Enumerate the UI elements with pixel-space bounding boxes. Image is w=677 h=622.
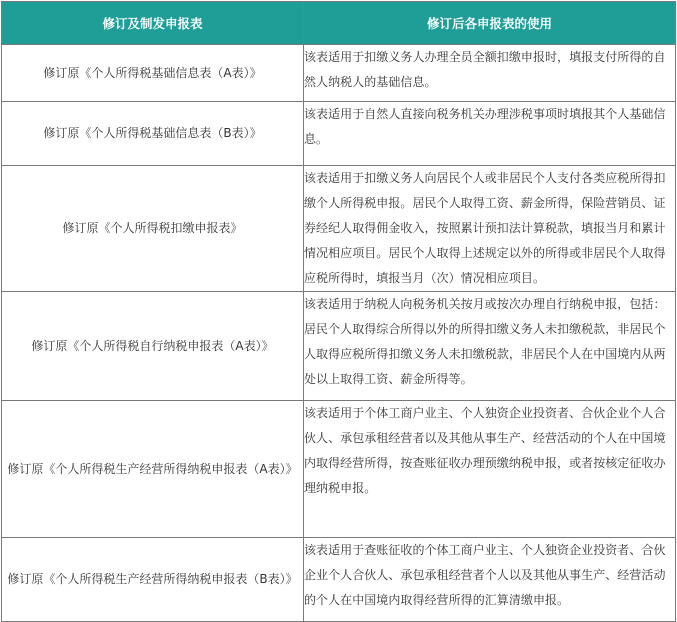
usage-cell: 该表适用于自然人直接向税务机关办理涉税事项时填报其个人基础信息。 <box>304 102 676 166</box>
table-header-row <box>2 2 676 45</box>
table-row <box>2 45 676 102</box>
table-row <box>2 538 676 622</box>
usage-cell: 该表适用于扣缴义务人办理全员全额扣缴申报时，填报支付所得的自然人纳税人的基础信息。 <box>304 45 676 102</box>
form-name-cell: 修订原《个人所得税基础信息表（A表）》 <box>2 45 304 102</box>
usage-cell: 该表适用于个体工商户业主、个人独资企业投资者、合伙企业个人合伙人、承包承租经营者以及其他从事生产、经营活动的个人在中国境内取得经营所得，按查账征收办理预缴纳税申报，或者按核定征收办理纳税申报。 <box>304 401 676 538</box>
table-row <box>2 401 676 538</box>
form-name-cell: 修订原《个人所得税生产经营所得纳税申报表（B表）》 <box>2 538 304 622</box>
form-name-cell: 修订原《个人所得税扣缴申报表》 <box>2 166 304 292</box>
usage-cell: 该表适用于扣缴义务人向居民个人或非居民个人支付各类应税所得扣缴个人所得税申报。居民个人取得工资、薪金所得，保险营销员、证券经纪人取得佣金收入，按照累计预扣法计算税款，填报当月和累计情况相应项目。居民个人取得上述规定以外的所得或非居民个人取得应税所得时，填报当月（次）情况相应项目。 <box>304 166 676 292</box>
table-row <box>2 292 676 401</box>
tax-forms-table <box>1 1 676 622</box>
table-row <box>2 166 676 292</box>
header-usage: 修订后各申报表的使用 <box>304 2 676 45</box>
usage-cell: 该表适用于纳税人向税务机关按月或按次办理自行纳税申报，包括：居民个人取得综合所得以外的所得扣缴义务人未扣缴税款，非居民个人取得应税所得扣缴义务人未扣缴税款，非居民个人在中国境内从两处以上取得工资、薪金所得等。 <box>304 292 676 401</box>
usage-cell: 该表适用于查账征收的个体工商户业主、个人独资企业投资者、合伙企业个人合伙人、承包承租经营者个人以及其他从事生产、经营活动的个人在中国境内取得经营所得的汇算清缴申报。 <box>304 538 676 622</box>
form-name-cell: 修订原《个人所得税基础信息表（B表）》 <box>2 102 304 166</box>
form-name-cell: 修订原《个人所得税生产经营所得纳税申报表（A表）》 <box>2 401 304 538</box>
table-row <box>2 102 676 166</box>
form-name-cell: 修订原《个人所得税自行纳税申报表（A表）》 <box>2 292 304 401</box>
header-forms: 修订及制发申报表 <box>2 2 304 45</box>
